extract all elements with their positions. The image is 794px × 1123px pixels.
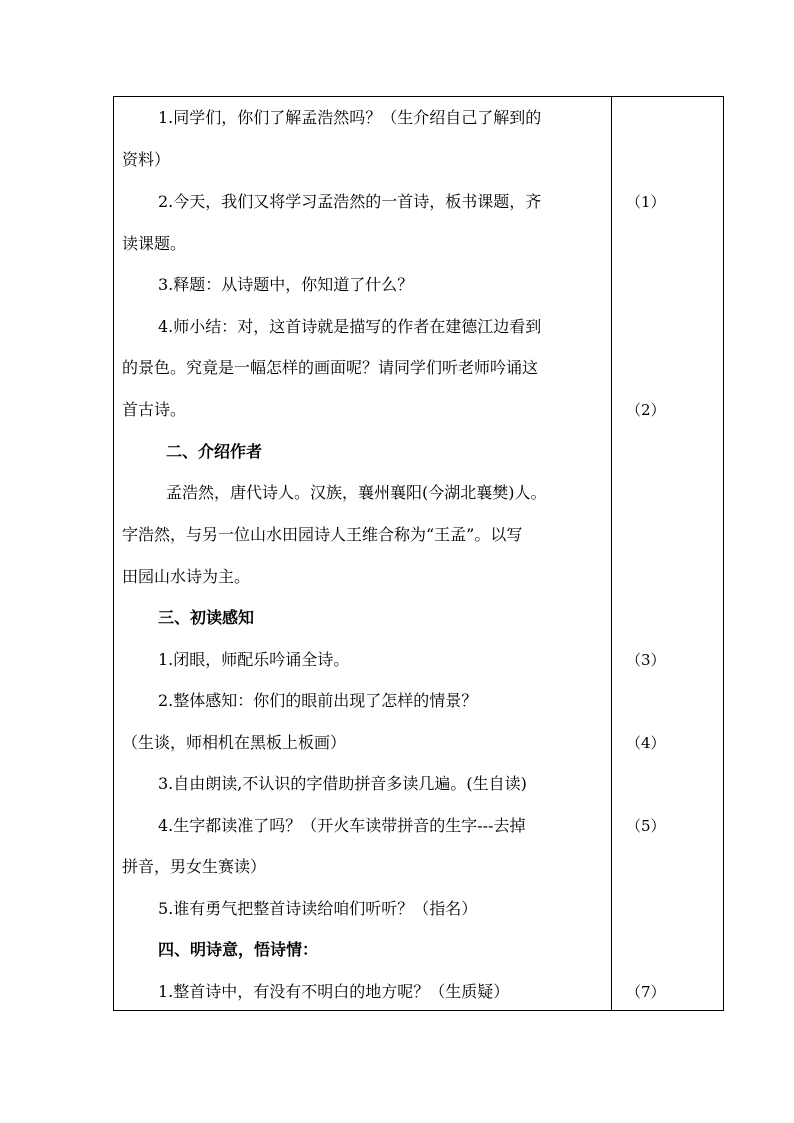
lesson-line: 1.闭眼，师配乐吟诵全诗。: [158, 650, 350, 669]
lesson-line: 3.释题：从诗题中，你知道了什么？: [158, 275, 414, 294]
lesson-line: 读课题。: [122, 234, 187, 253]
lesson-line: 1.同学们，你们了解孟浩然吗？（生介绍自己了解到的: [158, 108, 542, 127]
lesson-line: 3.自由朗读,不认识的字借助拼音多读几遍。(生自读): [158, 774, 527, 793]
lesson-line: 首古诗。: [122, 400, 187, 419]
lesson-line: 字浩然，与另一位山水田园诗人王维合称为“王孟”。以写: [122, 525, 523, 544]
column-divider: [611, 96, 612, 1011]
lesson-line: 的景色。究竟是一幅怎样的画面呢？请同学们听老师吟诵这: [122, 358, 539, 377]
lesson-line: 1.整首诗中，有没有不明白的地方呢？（生质疑）: [158, 982, 510, 1001]
lesson-line: 2.今天，我们又将学习孟浩然的一首诗，板书课题，齐: [158, 192, 542, 211]
lesson-line: 4.生字都读准了吗？（开火车读带拼音的生字---去掉: [158, 816, 526, 835]
lesson-line: 资料）: [122, 150, 171, 169]
side-note: （1）: [626, 193, 666, 211]
side-note: （5）: [626, 817, 666, 835]
section-heading-poem-meaning: 四、明诗意，悟诗情：: [158, 940, 319, 959]
lesson-line: 田园山水诗为主。: [122, 567, 251, 586]
lesson-line: （生谈，师相机在黑板上板画）: [122, 733, 347, 752]
side-note: （3）: [626, 651, 666, 669]
side-note: （2）: [626, 401, 666, 419]
section-heading-author: 二、介绍作者: [166, 442, 263, 461]
lesson-line: 拼音，男女生赛读）: [122, 857, 267, 876]
lesson-line: 4.师小结：对，这首诗就是描写的作者在建德江边看到: [158, 317, 542, 336]
lesson-line: 5.谁有勇气把整首诗读给咱们听听？（指名）: [158, 899, 478, 918]
lesson-line: 孟浩然，唐代诗人。汉族，襄州襄阳(今湖北襄樊)人。: [166, 483, 547, 502]
section-heading-first-reading: 三、初读感知: [158, 608, 255, 627]
side-note: （4）: [626, 734, 666, 752]
side-note: （7）: [626, 983, 666, 1001]
lesson-line: 2.整体感知：你们的眼前出现了怎样的情景？: [158, 691, 478, 710]
